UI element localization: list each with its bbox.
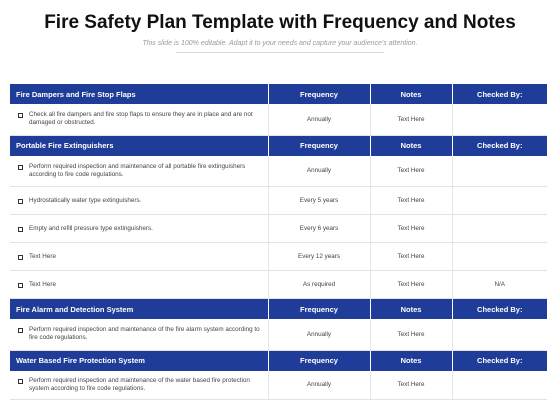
table-row — [10, 215, 547, 243]
checkbox-icon[interactable] — [18, 165, 23, 170]
checkbox-icon[interactable] — [18, 255, 23, 260]
section-heading: Fire Dampers and Fire Stop Flaps — [10, 84, 268, 104]
row-item-text: Text Here — [29, 252, 56, 260]
page-title: Fire Safety Plan Template with Frequency and Notes — [44, 12, 516, 33]
section-heading: Portable Fire Extinguishers — [10, 135, 268, 156]
column-header-notes: Notes — [370, 135, 452, 156]
row-checked-by — [452, 319, 547, 350]
row-notes: Text Here — [370, 156, 452, 187]
checkbox-icon[interactable] — [18, 379, 23, 384]
row-frequency: Annually — [268, 104, 370, 135]
row-item-text: Hydrostatically water type extinguishers. — [29, 196, 142, 204]
column-header-checked-by: Checked By: — [452, 135, 547, 156]
row-frequency: Annually — [268, 371, 370, 400]
row-checked-by — [452, 215, 547, 243]
row-item-text: Check all fire dampers and fire stop flaps to ensure they are in place and are not damaged or obstructed. — [29, 111, 253, 127]
table-row — [10, 243, 547, 271]
column-header-notes: Notes — [370, 84, 452, 104]
row-frequency: As required — [268, 271, 370, 299]
row-checked-by — [452, 104, 547, 135]
checkbox-icon[interactable] — [18, 227, 23, 232]
table-row — [10, 271, 547, 299]
section-header-water-based — [10, 350, 547, 371]
row-notes: Text Here — [370, 215, 452, 243]
row-item-text: Perform required inspection and maintenance of all portable fire extinguishers according to fire code regulations. — [29, 162, 246, 178]
section-header-fire-dampers — [10, 84, 547, 104]
checkbox-icon[interactable] — [18, 283, 23, 288]
row-notes: Text Here — [370, 187, 452, 215]
row-checked-by — [452, 243, 547, 271]
row-frequency: Every 12 years — [268, 243, 370, 271]
row-item-text: Perform required inspection and maintenance of the fire alarm system according to fire code regulations. — [29, 326, 260, 342]
column-header-checked-by: Checked By: — [452, 84, 547, 104]
row-frequency: Every 5 years — [268, 187, 370, 215]
row-notes: Text Here — [370, 243, 452, 271]
column-header-frequency: Frequency — [268, 84, 370, 104]
page-subtitle: This slide is 100% editable. Adapt it to your needs and capture your audience's attention. — [142, 40, 418, 47]
column-header-notes: Notes — [370, 299, 452, 320]
checkbox-icon[interactable] — [18, 113, 23, 118]
row-checked-by — [452, 371, 547, 400]
column-header-checked-by: Checked By: — [452, 350, 547, 371]
section-heading: Fire Alarm and Detection System — [10, 299, 268, 320]
checkbox-icon[interactable] — [18, 199, 23, 204]
row-frequency: Annually — [268, 319, 370, 350]
row-notes: Text Here — [370, 271, 452, 299]
column-header-frequency: Frequency — [268, 135, 370, 156]
table-row — [10, 319, 547, 350]
row-notes: Text Here — [370, 371, 452, 400]
row-item-text: Text Here — [29, 280, 56, 288]
row-checked-by: N/A — [452, 271, 547, 299]
row-notes: Text Here — [370, 104, 452, 135]
column-header-frequency: Frequency — [268, 299, 370, 320]
table-row — [10, 156, 547, 187]
fire-safety-plan-table — [10, 84, 547, 400]
subtitle-divider — [176, 52, 384, 53]
checkbox-icon[interactable] — [18, 328, 23, 333]
section-header-fire-alarm — [10, 299, 547, 320]
column-header-checked-by: Checked By: — [452, 299, 547, 320]
table-row — [10, 104, 547, 135]
table-row — [10, 371, 547, 400]
row-frequency: Every 6 years — [268, 215, 370, 243]
table-row — [10, 187, 547, 215]
row-checked-by — [452, 156, 547, 187]
column-header-notes: Notes — [370, 350, 452, 371]
row-frequency: Annually — [268, 156, 370, 187]
section-header-portable-extinguishers — [10, 135, 547, 156]
row-checked-by — [452, 187, 547, 215]
section-heading: Water Based Fire Protection System — [10, 350, 268, 371]
column-header-frequency: Frequency — [268, 350, 370, 371]
row-notes: Text Here — [370, 319, 452, 350]
row-item-text: Perform required inspection and maintenance of the water based fire protection system according to fire code regulations. — [29, 376, 250, 392]
row-item-text: Empty and refill pressure type extinguishers. — [29, 224, 153, 232]
